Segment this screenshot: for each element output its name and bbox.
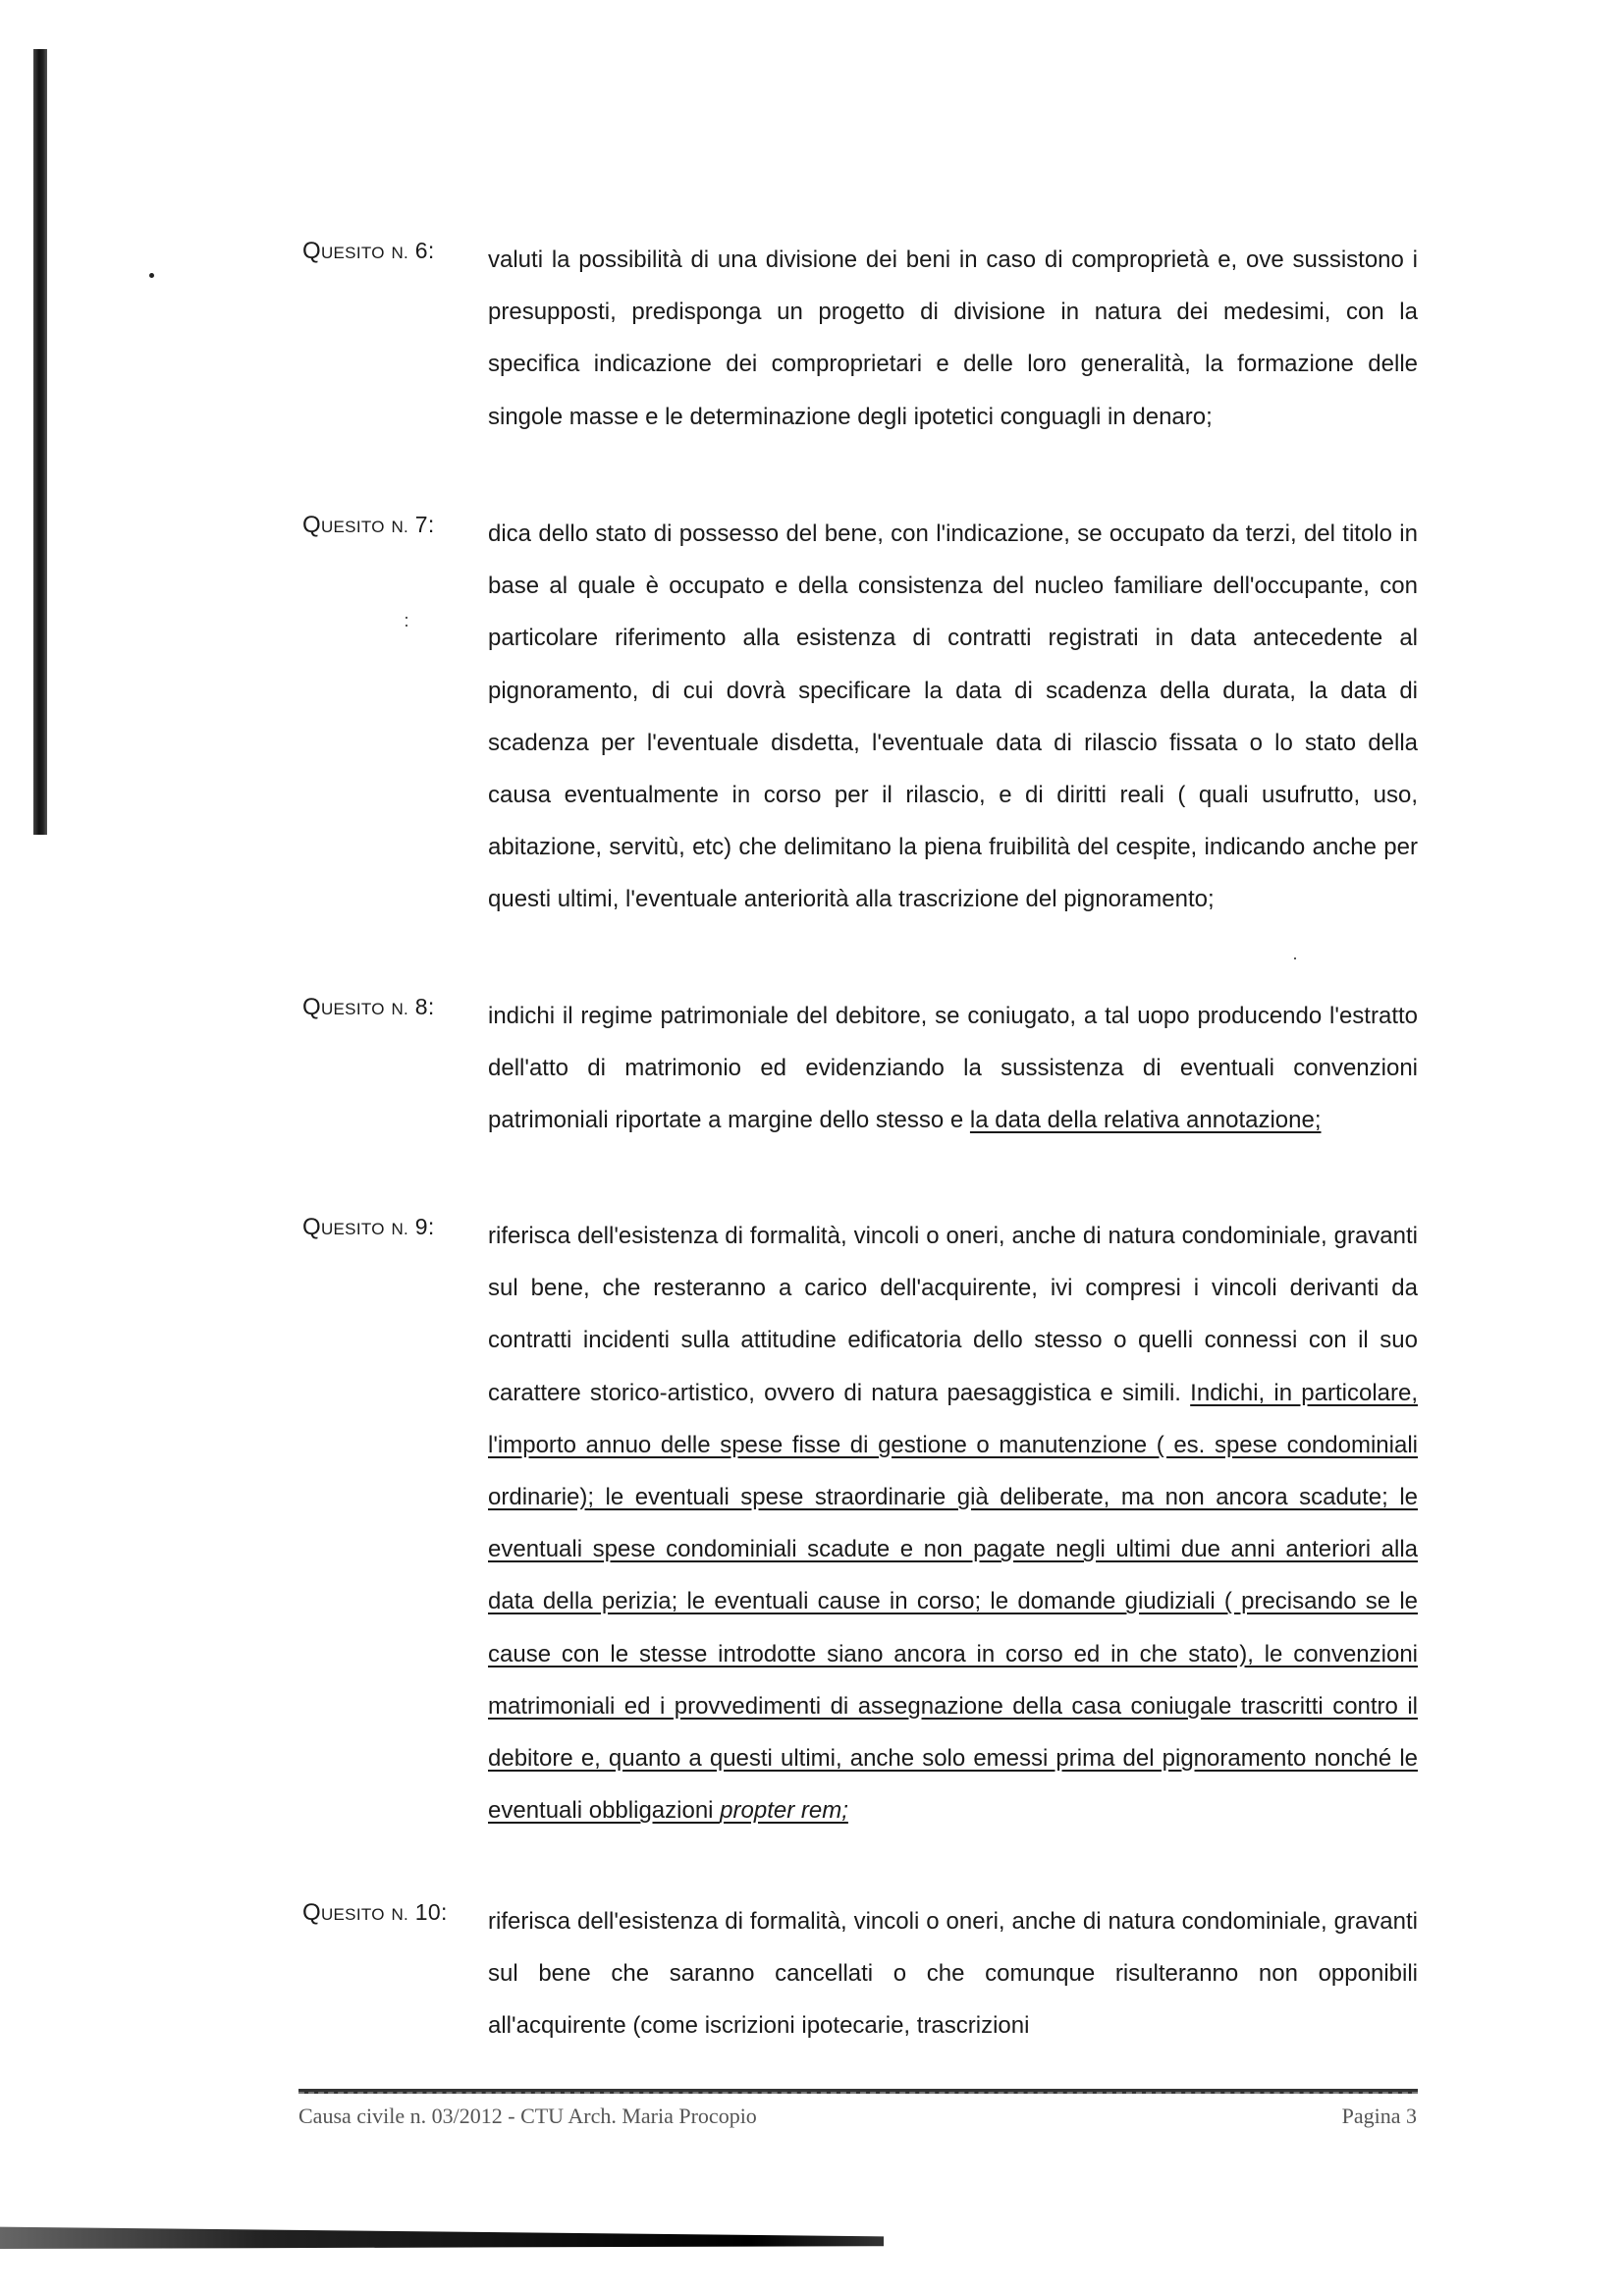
scan-speck [1294, 957, 1296, 959]
underlined-text: la data della relativa annotazione; [969, 1107, 1322, 1134]
quesito-label: QUESITO N. 7: [302, 512, 435, 538]
underlined-italic-text: propter rem; [720, 1797, 848, 1825]
footer-page-number: Pagina 3 [1341, 2104, 1417, 2128]
quesito-text: riferisca dell'esistenza di formalità, vincoli o oneri, anche di natura condominiale, gravanti sul bene che saranno cancellati o che comunque risulteranno non opponibili all'acquirente (come iscrizioni ipotecarie, trascrizioni [488, 1908, 1418, 2040]
scan-speck [406, 617, 407, 619]
quesito-text: dica dello stato di possesso del bene, con l'indicazione, se occupato da terzi, del titolo in base al quale è occupato e della consistenza del nucleo familiare dell'occupante, con particolare riferimento alla esistenza di contratti registrati in data antecedente al pignoramento, di cui dovrà specificare la data di scadenza della durata, la data di scadenza per l'eventuale disdetta, l'eventuale data di rilascio fissata o lo stato della causa eventualmente in corso per il rilascio, e di diritti reali ( quali usufrutto, uso, abitazione, servitù, etc) che delimitano la piena fruibilità del cespite, indicando anche per questi ultimi, l'eventuale anteriorità alla trascrizione del pignoramento; [488, 520, 1418, 913]
quesito-label: QUESITO N. 9: [302, 1214, 435, 1240]
scan-edge-bottom [0, 2221, 884, 2249]
quesito-label: QUESITO N. 10: [302, 1899, 448, 1926]
quesito-label: QUESITO N. 8: [302, 994, 435, 1020]
quesito-text: valuti la possibilità di una divisione dei beni in caso di comproprietà e, ove sussistono i presupposti, predisponga un progetto di divisione in natura dei medesimi, con la specifica indicazione dei comproprietari e delle loro generalità, la formazione delle singole masse e le determinazione degli ipotetici conguagli in denaro; [488, 246, 1418, 430]
quesito-text: riferisca dell'esistenza di formalità, vincoli o oneri, anche di natura condominiale, gravanti sul bene, che resteranno a carico dell'acquirente, ivi compresi i vincoli derivanti da contratti incidenti sulla attitudine edificatoria dello stesso o quelli connessi con il suo carattere storico-artistico, ovvero di natura paesaggistica e simili. Indichi, in particolare, l'importo annuo delle spese fisse di gestione o manutenzione ( es. spese condominiali ordinarie); le eventuali spese straordinarie già deliberate, ma non ancora scadute; le eventuali spese condominiali scadute e non pagate negli ultimi due anni anteriori alla data della perizia; le eventuali cause in corso; le domande giudiziali ( precisando se le cause con le stesse introdotte siano ancora in corso ed in che stato), le convenzioni matrimoniali ed i provvedimenti di assegnazione della casa coniugale trascritti contro il debitore e, quanto a questi ultimi, anche solo emessi prima del pignoramento nonché le eventuali obbligazioni propter rem; [488, 1223, 1419, 1825]
scan-speck [406, 625, 407, 627]
scan-dot [149, 273, 154, 278]
underlined-text: Indichi, in particolare, l'importo annuo delle spese fisse di gestione o manutenzione ( es. spese condominiali ordinarie); le eventuali spese straordinarie già deliberate, ma non ancora scadute; le eventuali spese condominiali scadute e non pagate negli ultimi due anni anteriori alla data della perizia; le eventuali cause in corso; le domande giudiziali ( precisando se le cause con le stesse introdotte siano ancora in corso ed in che stato), le convenzioni matrimoniali ed i provvedimenti di assegnazione della casa coniugale trascritti contro il debitore e, quanto a questi ultimi, anche solo emessi prima del pignoramento nonché le eventuali obbligazioni [488, 1379, 1419, 1825]
footer-rule [298, 2089, 1418, 2094]
scan-edge-left [33, 49, 47, 835]
quesito-label: QUESITO N. 6: [302, 238, 435, 264]
footer-case-reference: Causa civile n. 03/2012 - CTU Arch. Maria Procopio [298, 2104, 757, 2128]
quesito-text: indichi il regime patrimoniale del debitore, se coniugato, a tal uopo producendo l'estratto dell'atto di matrimonio ed evidenziando la sussistenza di eventuali convenzioni patrimoniali riportate a margine dello stesso e la data della relativa annotazione; [488, 1003, 1418, 1134]
